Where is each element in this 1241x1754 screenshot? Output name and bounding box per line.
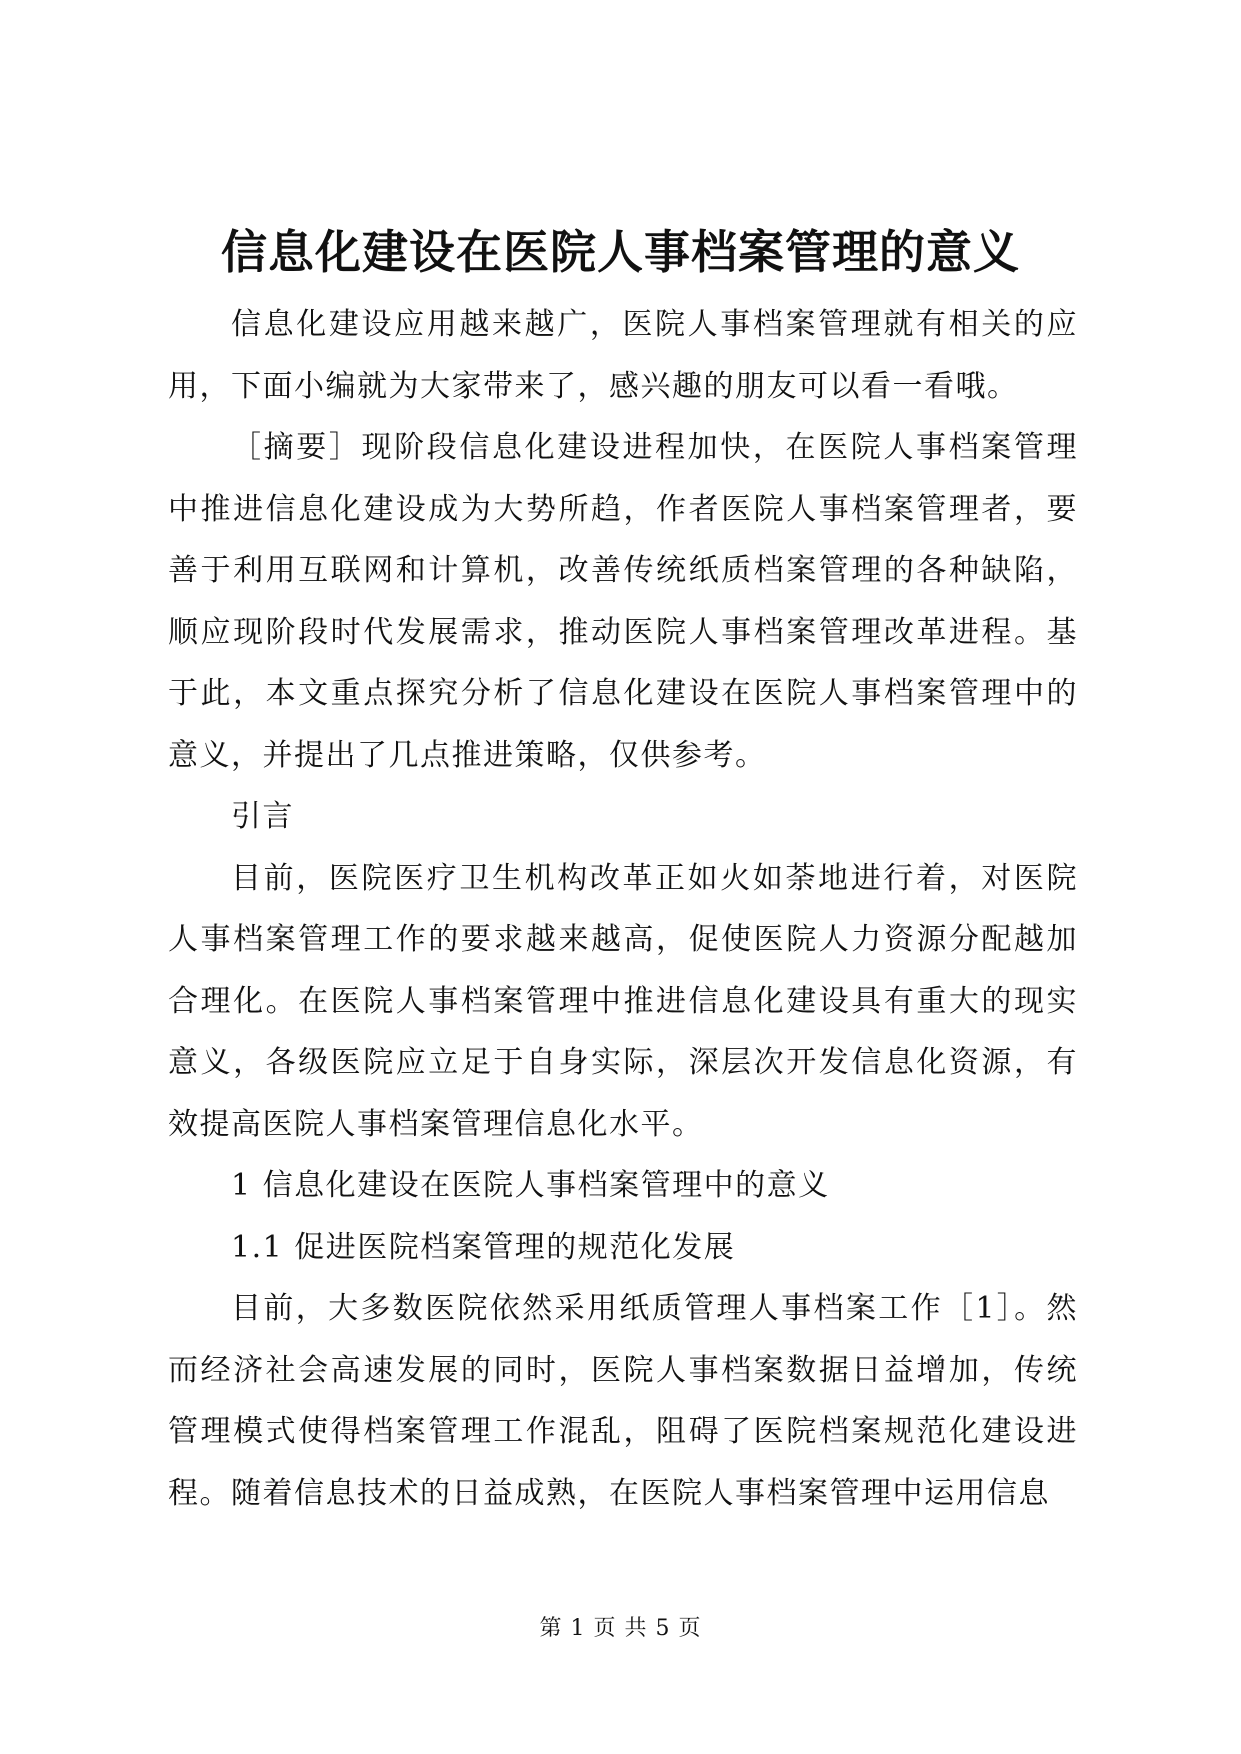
heading-section-1-1: 1.1 促进医院档案管理的规范化发展 [231,1229,736,1265]
paragraph-intro: 信息化建设应用越来越广，医院人事档案管理就有相关的应用，下面小编就为大家带来了，感兴趣的朋友可以看一看哦。 [168,307,1078,404]
paragraph-abstract: ［摘要］现阶段信息化建设进程加快，在医院人事档案管理中推进信息化建设成为大势所趋，作者医院人事档案管理者，要善于利用互联网和计算机，改善传统纸质档案管理的各种缺陷，顺应现阶段时代发展需求，推动医院人事档案管理改革进程。基于此，本文重点探究分析了信息化建设在医院人事档案管理中的意义，并提出了几点推进策略，仅供参考。 [168,430,1078,773]
document-body [168,294,1078,1524]
document-title: 信息化建设在医院人事档案管理的意义 [221,225,1020,279]
paragraph-introduction: 目前，医院医疗卫生机构改革正如火如荼地进行着，对医院人事档案管理工作的要求越来越高，促使医院人力资源分配越加合理化。在医院人事档案管理中推进信息化建设具有重大的现实意义，各级医院应立足于自身实际，深层次开发信息化资源，有效提高医院人事档案管理信息化水平。 [168,860,1078,1142]
heading-section-1: 1 信息化建设在医院人事档案管理中的意义 [231,1168,830,1203]
heading-introduction: 引言 [231,799,294,834]
page-number-footer: 第 1 页 共 5 页 [539,1616,702,1641]
paragraph-section-1-1: 目前，大多数医院依然采用纸质管理人事档案工作［1］。然而经济社会高速发展的同时，医院人事档案数据日益增加，传统管理模式使得档案管理工作混乱，阻碍了医院档案规范化建设进程。随着信息技术的日益成熟，在医院人事档案管理中运用信息 [168,1291,1078,1511]
